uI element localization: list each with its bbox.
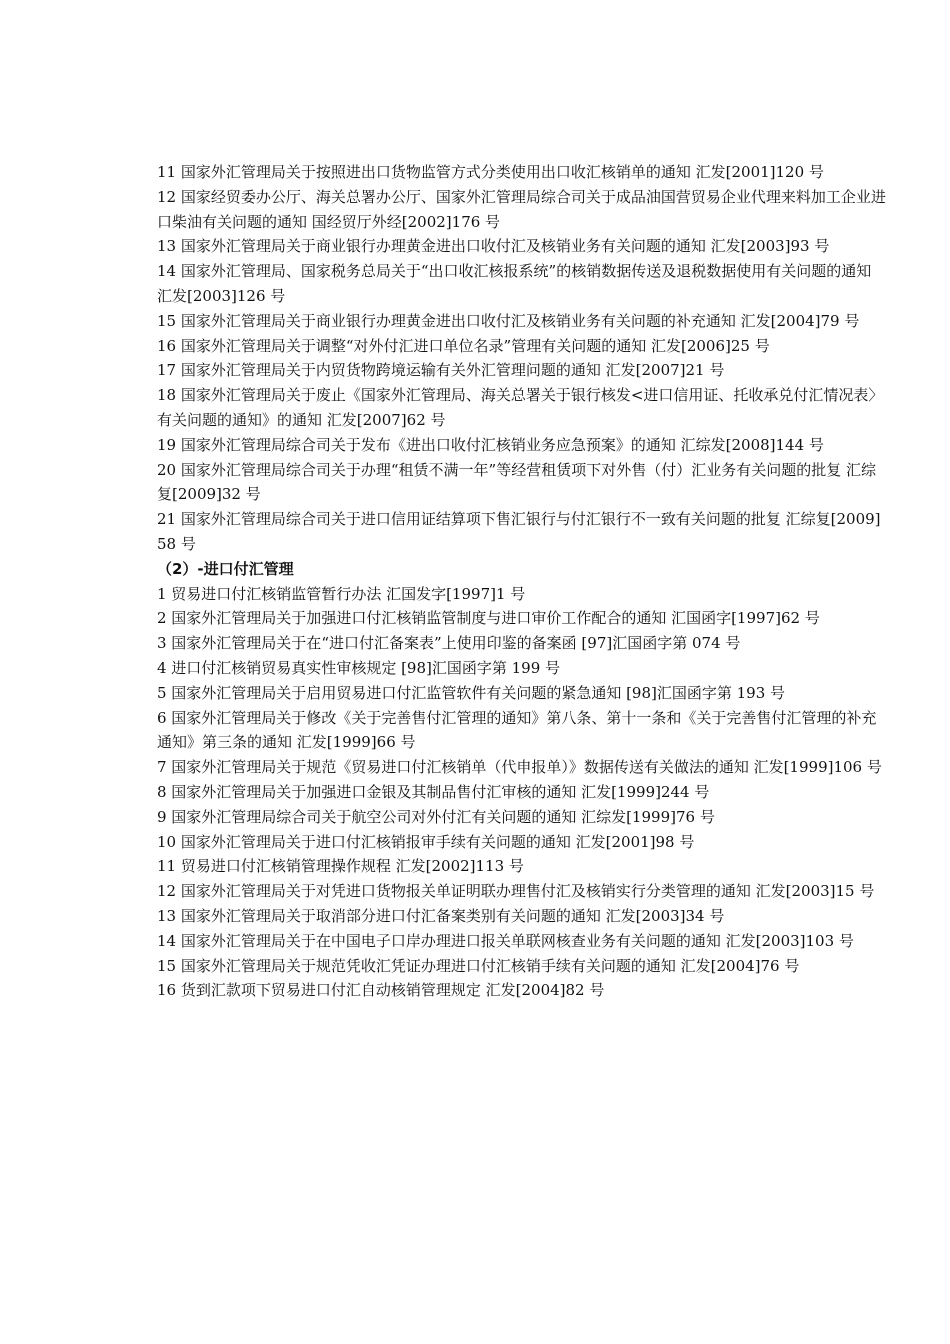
list-item: 14 国家外汇管理局、国家税务总局关于“出口收汇核报系统”的核销数据传送及退税数据使用有关问题的通知 汇发[2003]126 号 (157, 262, 872, 305)
list-item: 10 国家外汇管理局关于进口付汇核销报审手续有关问题的通知 汇发[2001]98 号 (157, 832, 695, 851)
list-item: 18 国家外汇管理局关于废止《国家外汇管理局、海关总署关于银行核发<进口信用证、托收承兑付汇情况表〉有关问题的通知》的通知 汇发[2007]62 号 (157, 386, 884, 429)
list-item: 20 国家外汇管理局综合司关于办理“租赁不满一年”等经营租赁项下对外售（付）汇业务有关问题的批复 汇综复[2009]32 号 (157, 460, 876, 504)
list-item: 13 国家外汇管理局关于商业银行办理黄金进出口收付汇及核销业务有关问题的通知 汇发[2003]93 号 (157, 237, 830, 256)
section-import-list (157, 582, 889, 1004)
list-item: 9 国家外汇管理局综合司关于航空公司对外付汇有关问题的通知 汇综发[1999]76 号 (157, 807, 715, 826)
list-item: 1 贸易进口付汇核销监管暂行办法 汇国发字[1997]1 号 (157, 584, 526, 603)
list-item: 16 国家外汇管理局关于调整“对外付汇进口单位名录”管理有关问题的通知 汇发[2006]25 号 (157, 336, 770, 355)
list-item: 15 国家外汇管理局关于规范凭收汇凭证办理进口付汇核销手续有关问题的通知 汇发[2004]76 号 (157, 956, 800, 975)
list-item: 4 进口付汇核销贸易真实性审核规定 [98]汇国函字第 199 号 (157, 658, 561, 677)
list-item: 2 国家外汇管理局关于加强进口付汇核销监管制度与进口审价工作配合的通知 汇国函字[1997]62 号 (157, 609, 820, 628)
list-item: 6 国家外汇管理局关于修改《关于完善售付汇管理的通知》第八条、第十一条和《关于完善售付汇管理的补充通知》第三条的通知 汇发[1999]66 号 (157, 708, 877, 752)
list-item: 11 国家外汇管理局关于按照进出口货物监管方式分类使用出口收汇核销单的通知 汇发[2001]120 号 (157, 163, 824, 181)
list-item: 15 国家外汇管理局关于商业银行办理黄金进出口收付汇及核销业务有关问题的补充通知 汇发[2004]79 号 (157, 311, 860, 330)
list-item: 19 国家外汇管理局综合司关于发布《进出口收付汇核销业务应急预案》的通知 汇综发[2008]144 号 (157, 435, 824, 454)
section-heading: （2）-进口付汇管理 (157, 559, 294, 578)
list-item: 12 国家外汇管理局关于对凭进口货物报关单证明联办理售付汇及核销实行分类管理的通知 汇发[2003]15 号 (157, 882, 875, 901)
list-item: 13 国家外汇管理局关于取消部分进口付汇备案类别有关问题的通知 汇发[2003]34 号 (157, 906, 725, 925)
list-item: 11 贸易进口付汇核销管理操作规程 汇发[2002]113 号 (157, 857, 524, 876)
document-body (157, 160, 889, 1003)
list-item: 12 国家经贸委办公厅、海关总署办公厅、国家外汇管理局综合司关于成品油国营贸易企业代理来料加工企业进口柴油有关问题的通知 国经贸厅外经[2002]176 号 (157, 187, 886, 231)
list-item: 14 国家外汇管理局关于在中国电子口岸办理进口报关单联网核查业务有关问题的通知 汇发[2003]103 号 (157, 931, 854, 950)
list-item: 3 国家外汇管理局关于在“进口付汇备案表”上使用印鉴的备案函 [97]汇国函字第 074 号 (157, 634, 741, 653)
list-item: 21 国家外汇管理局综合司关于进口信用证结算项下售汇银行与付汇银行不一致有关问题的批复 汇综复[2009]58 号 (157, 510, 881, 553)
list-item: 5 国家外汇管理局关于启用贸易进口付汇监管软件有关问题的紧急通知 [98]汇国函字第 193 号 (157, 683, 786, 702)
list-item: 8 国家外汇管理局关于加强进口金银及其制品售付汇审核的通知 汇发[1999]244 号 (157, 782, 710, 801)
list-item: 7 国家外汇管理局关于规范《贸易进口付汇核销单（代申报单）》数据传送有关做法的通知 汇发[1999]106 号 (157, 758, 882, 777)
list-item: 16 货到汇款项下贸易进口付汇自动核销管理规定 汇发[2004]82 号 (157, 981, 605, 1000)
list-item: 17 国家外汇管理局关于内贸货物跨境运输有关外汇管理问题的通知 汇发[2007]21 号 (157, 361, 725, 380)
section-export-list (157, 160, 889, 557)
